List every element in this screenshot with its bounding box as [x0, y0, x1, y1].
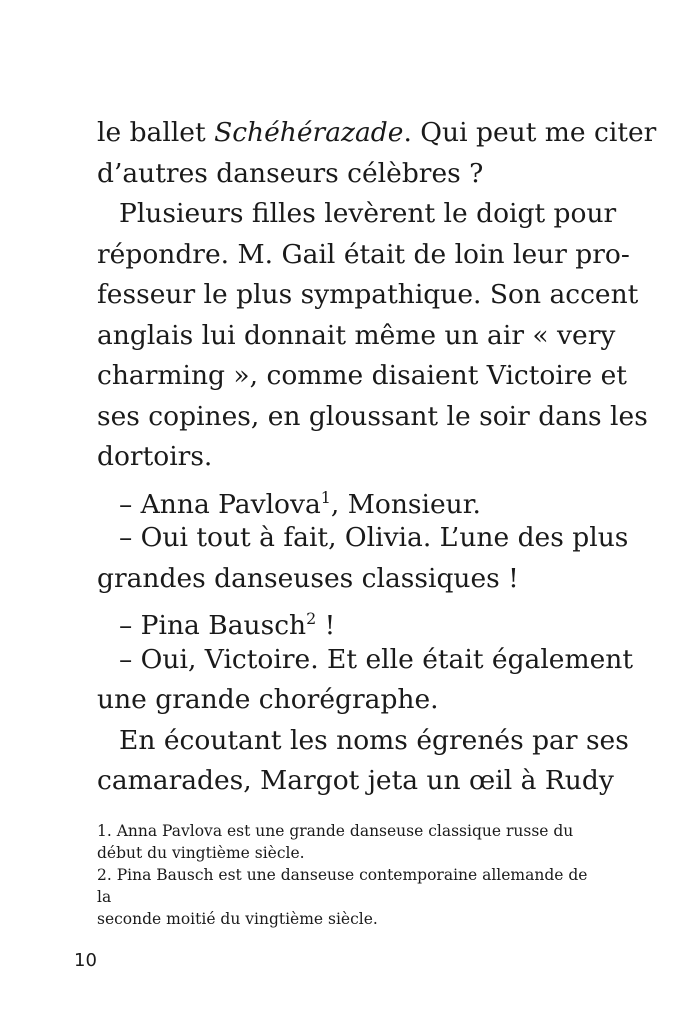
text-line: fesseur le plus sympathique. Son accent	[97, 279, 639, 310]
footnotes	[97, 820, 600, 930]
text-line: d’autres danseurs célèbres ?	[97, 157, 484, 189]
footnote-line: seconde moitié du vingtième siècle.	[97, 910, 378, 928]
text-line: charming », comme disaient Victoire et	[97, 360, 627, 391]
text-line	[97, 113, 657, 154]
text-line: camarades, Margot jeta un œil à Rudy	[97, 765, 614, 796]
text-line: Plusieurs filles levèrent le doigt pour	[119, 198, 617, 229]
text-segment: – Anna Pavlova	[119, 488, 321, 520]
footnote-line: début du vingtième siècle.	[97, 844, 305, 862]
body-text	[97, 113, 657, 802]
text-line: – Oui tout à fait, Olivia. L’une des plus	[119, 522, 629, 553]
footnote-line: 2. Pina Bausch est une danseuse contemporaine allemande de la	[97, 866, 588, 906]
text-line: grandes danseuses classiques !	[97, 562, 519, 594]
text-line: dortoirs.	[97, 441, 213, 472]
text-segment: – Pina Bausch	[119, 609, 307, 641]
text-line	[97, 478, 600, 519]
text-line: anglais lui donnait même un air « very	[97, 319, 616, 351]
text-segment: . Qui peut me citer	[403, 117, 657, 148]
text-line	[97, 599, 600, 640]
footnote-ref[interactable]: 2	[306, 609, 317, 628]
page-number: 10	[74, 950, 97, 971]
footnote-ref[interactable]: 1	[320, 487, 331, 507]
text-line: une grande chorégraphe.	[97, 684, 439, 715]
text-segment: le ballet	[97, 117, 215, 148]
footnote-line: 1. Anna Pavlova est une grande danseuse classique russe du	[97, 822, 574, 840]
text-line: répondre. M. Gail était de loin leur pro-	[97, 238, 630, 270]
text-line: – Oui, Victoire. Et elle était également	[119, 643, 634, 675]
text-segment: , Monsieur.	[330, 488, 481, 520]
text-line: En écoutant les noms égrenés par ses	[119, 724, 629, 756]
text-line: ses copines, en gloussant le soir dans les	[97, 400, 648, 432]
ballet-title: Schéhérazade	[214, 117, 404, 148]
text-segment: !	[316, 609, 336, 641]
